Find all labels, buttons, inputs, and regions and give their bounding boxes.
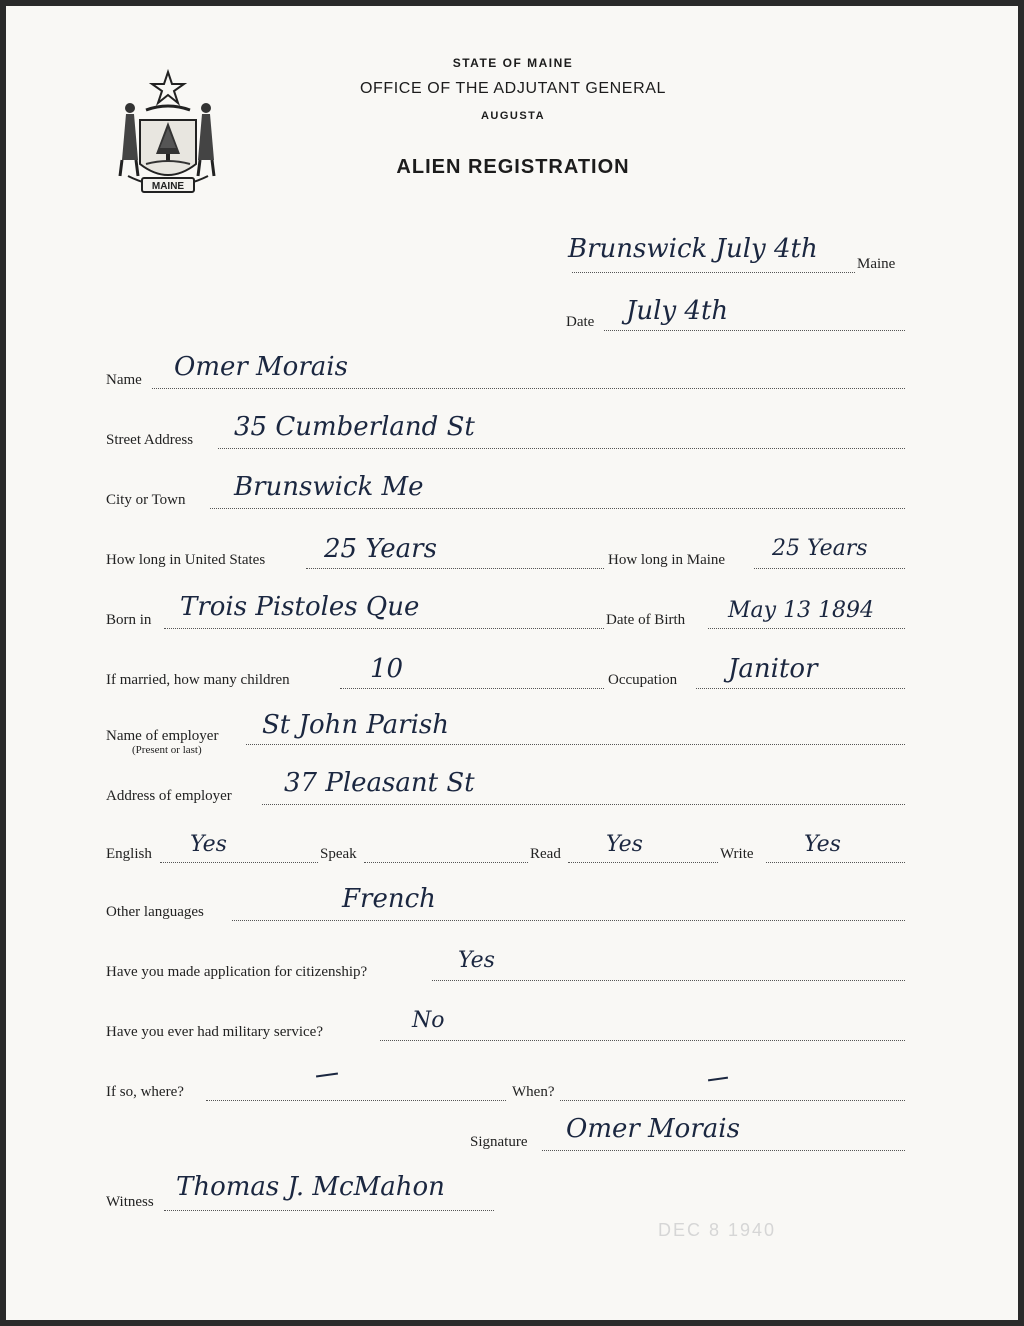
speak-label: Speak: [320, 846, 357, 862]
occupation-line: [696, 688, 905, 689]
city-value: Brunswick Me: [234, 472, 424, 502]
children-line: [340, 688, 604, 689]
employer-label: Name of employer: [106, 728, 219, 744]
when-label: When?: [512, 1084, 555, 1100]
dob-label: Date of Birth: [606, 612, 686, 628]
english-line: [160, 862, 318, 863]
received-stamp: DEC 8 1940: [658, 1220, 777, 1240]
children-label: If married, how many children: [106, 672, 290, 688]
english-label: English: [106, 846, 152, 862]
other-languages-line: [232, 920, 905, 921]
employer-address-label: Address of employer: [106, 788, 232, 804]
dob-line: [708, 628, 905, 629]
english-value: Yes: [190, 832, 227, 857]
date-line: [604, 330, 905, 331]
street-line: [218, 448, 905, 449]
name-value: Omer Morais: [174, 352, 348, 382]
where-line: [206, 1100, 506, 1101]
employer-address-value: 37 Pleasant St: [284, 768, 475, 798]
office-heading: OFFICE OF THE ADJUTANT GENERAL: [359, 80, 667, 97]
witness-line: [164, 1210, 494, 1211]
when-dash-mark: [708, 1077, 728, 1082]
city-heading: AUGUSTA: [480, 110, 546, 122]
write-value: Yes: [804, 832, 841, 857]
military-label: Have you ever had military service?: [106, 1024, 323, 1040]
where-dash-mark: [316, 1072, 338, 1077]
date-value: July 4th: [626, 296, 729, 326]
military-line: [380, 1040, 905, 1041]
us-years-line: [306, 568, 604, 569]
form-title: ALIEN REGISTRATION: [396, 156, 630, 178]
children-value: 10: [370, 654, 404, 684]
place-suffix: Maine: [857, 256, 896, 272]
write-label: Write: [720, 846, 754, 862]
read-label: Read: [530, 846, 561, 862]
where-label: If so, where?: [106, 1084, 184, 1100]
registration-form-page: [6, 6, 1018, 1320]
born-line: [164, 628, 604, 629]
born-value: Trois Pistoles Que: [180, 592, 420, 622]
state-heading: STATE OF MAINE: [452, 56, 574, 70]
place-line: [572, 272, 855, 273]
city-line: [210, 508, 905, 509]
occupation-value: Janitor: [728, 654, 818, 684]
signature-line: [542, 1150, 905, 1151]
other-languages-value: French: [342, 884, 436, 914]
signature-value: Omer Morais: [566, 1114, 740, 1144]
name-line: [152, 388, 905, 389]
employer-line: [246, 744, 905, 745]
date-label: Date: [566, 314, 595, 330]
me-years-line: [754, 568, 905, 569]
me-years-label: How long in Maine: [608, 552, 726, 568]
seal-label: MAINE: [151, 181, 185, 192]
military-value: No: [412, 1008, 445, 1033]
witness-label: Witness: [106, 1194, 154, 1210]
read-line: [568, 862, 718, 863]
write-line: [766, 862, 905, 863]
employer-value: St John Parish: [262, 710, 450, 740]
city-label: City or Town: [106, 492, 186, 508]
me-years-value: 25 Years: [772, 536, 868, 561]
speak-line: [364, 862, 528, 863]
citizenship-line: [432, 980, 905, 981]
street-label: Street Address: [106, 432, 194, 448]
signature-label: Signature: [470, 1134, 528, 1150]
read-value: Yes: [606, 832, 643, 857]
place-value: Brunswick July 4th: [568, 234, 818, 264]
born-label: Born in: [106, 612, 152, 628]
when-line: [560, 1100, 905, 1101]
citizenship-label: Have you made application for citizenship?: [106, 964, 368, 980]
dob-value: May 13 1894: [728, 598, 875, 623]
witness-value: Thomas J. McMahon: [176, 1172, 445, 1202]
street-value: 35 Cumberland St: [234, 412, 475, 442]
employer-address-line: [262, 804, 905, 805]
name-label: Name: [106, 372, 142, 388]
us-years-label: How long in United States: [106, 552, 266, 568]
other-languages-label: Other languages: [106, 904, 204, 920]
us-years-value: 25 Years: [324, 534, 437, 564]
maine-state-seal-icon: [116, 64, 220, 196]
employer-sublabel: (Present or last): [132, 744, 202, 756]
citizenship-value: Yes: [458, 948, 495, 973]
occupation-label: Occupation: [608, 672, 678, 688]
